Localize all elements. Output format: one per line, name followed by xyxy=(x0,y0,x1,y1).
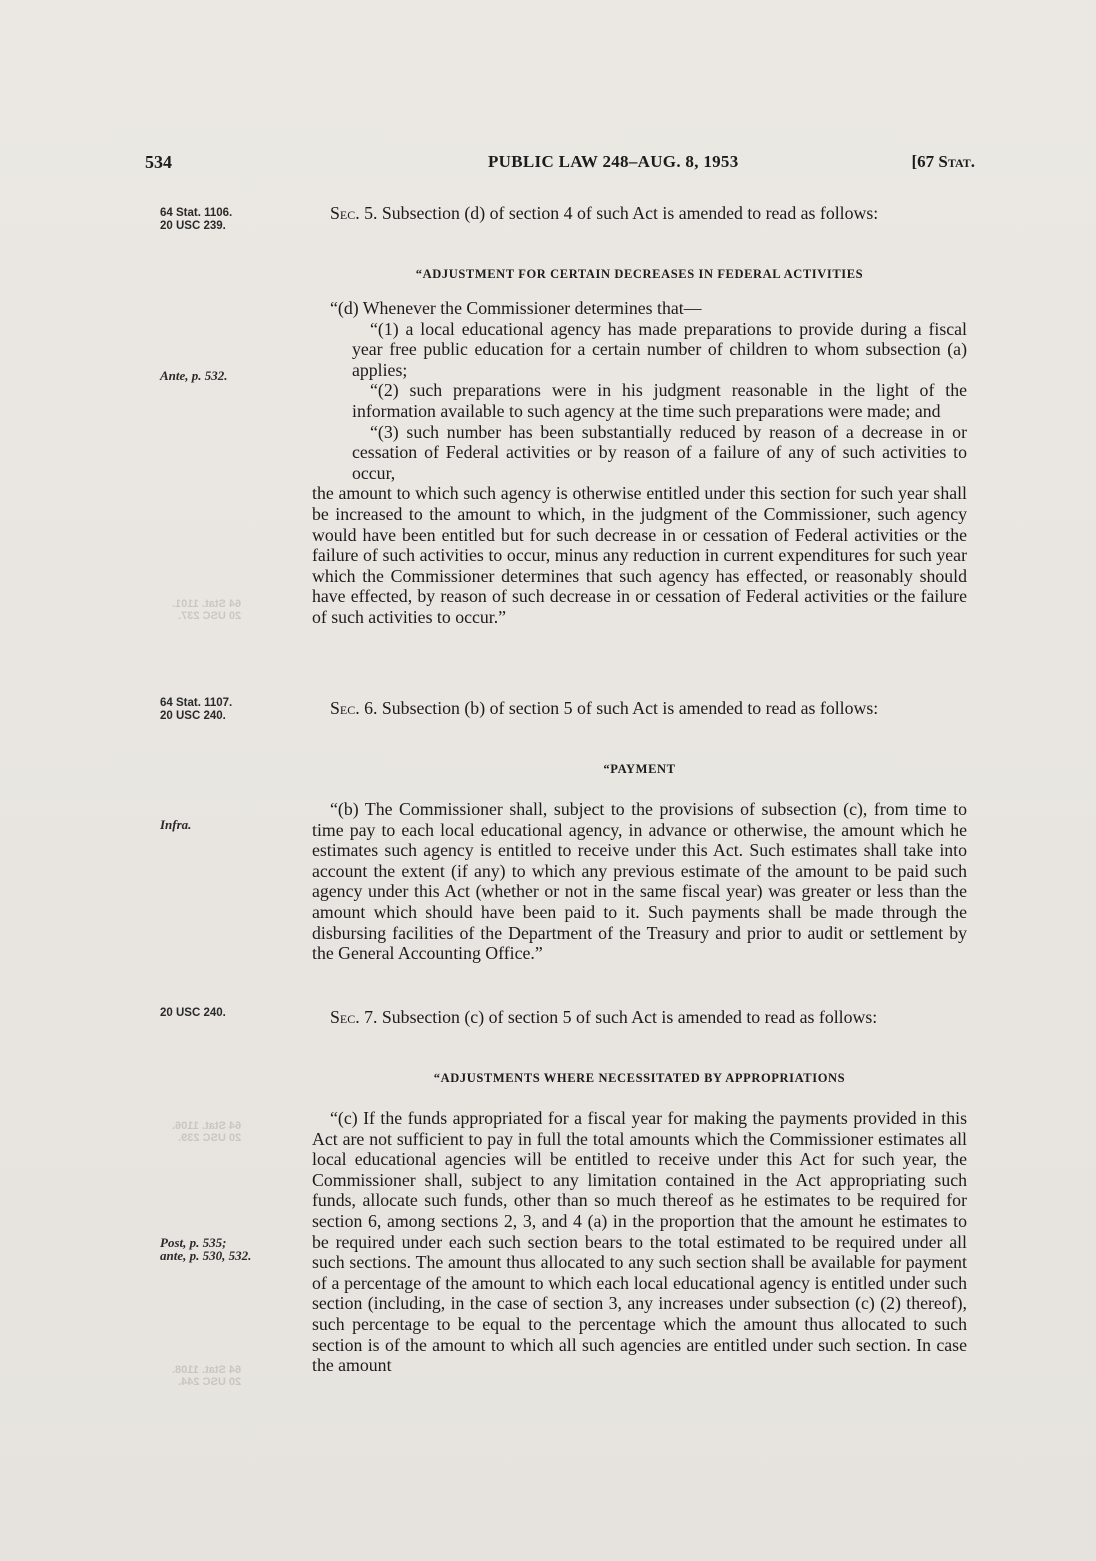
section-5-heading: “ADJUSTMENT FOR CERTAIN DECREASES IN FEDERAL ACTIVITIES xyxy=(415,267,864,281)
section-7-intro xyxy=(312,1007,967,1028)
subsection-d-intro: “(d) Whenever the Commissioner determines that— xyxy=(330,298,702,318)
list-item: “(1) a local educational agency has made preparations to provide during a fiscal year free public education for a certain number of children to whom subsection (a) applies; xyxy=(352,318,967,380)
section-6-body xyxy=(312,799,967,964)
margin-citation-sec6: 64 Stat. 1107. 20 USC 240. xyxy=(160,697,233,722)
subsection-c-text: “(c) If the funds appropriated for a fiscal year for making the payments provided in this Act are not sufficient to pay in full the total amounts which the Commissioner estimates all local educational agencies will be entitled to receive under this Act for such year, the Commissioner shall, subject to any limitation contained in the Act appropriating such funds, allocate such funds, other than so much thereof as he estimates to be required for section 6, among sections 2, 3, and 4 (a) in the proportion that the amount he estimates to be required under each such section bears to the total estimated to be required under all such sections. The amount thus allocated to any such section shall be available for payment of a percentage of the amount to which each local educational agency is entitled under such section (including, in the case of section 3, any increases under subsection (c) (2) thereof), such percentage to be equal to the percentage which the amount thus allocated to such section is of the amount to which all such agencies are entitled under such section. In case the amount xyxy=(312,1108,967,1376)
page-number: 534 xyxy=(145,152,172,172)
section-6-intro xyxy=(312,698,967,719)
section-intro-text: Subsection (d) of section 4 of such Act is amended to read as follows: xyxy=(381,203,879,223)
section-label: Sec. 6. xyxy=(330,698,378,718)
margin-reference-post-ante: Post, p. 535; ante, p. 530, 532. xyxy=(160,1235,252,1263)
margin-reference-ante: Ante, p. 532. xyxy=(160,368,228,383)
section-5-intro xyxy=(312,203,967,224)
margin-reference-infra: Infra. xyxy=(160,817,192,832)
volume-label: [67 Stat. xyxy=(911,152,975,171)
section-7-body xyxy=(312,1108,967,1376)
section-7-heading: “ADJUSTMENTS WHERE NECESSITATED BY APPROPRIATIONS xyxy=(433,1071,846,1085)
list-item: “(3) such number has been substantially reduced by reason of a decrease in or cessation of Federal activities or by reason of a failure of any of such activities to occur, xyxy=(352,421,967,483)
margin-citation-sec7: 20 USC 240. xyxy=(160,1007,226,1019)
subsection-b-text: “(b) The Commissioner shall, subject to the provisions of subsection (c), from time to time pay to each local educational agency, in advance or otherwise, the amount which he estimates such agency is entitled to receive under this Act. Such estimates shall take into account the extent (if any) to which any previous estimate of the amount to be paid such agency under this Act (whether or not in the same fiscal year) was greater or less than the amount which should have been paid to it. Such payments shall be made through the disbursing facilities of the Department of the Treasury and prior to audit or settlement by the General Accounting Office.” xyxy=(312,799,967,964)
section-intro-text: Subsection (c) of section 5 of such Act is amended to read as follows: xyxy=(381,1007,878,1027)
section-intro-text: Subsection (b) of section 5 of such Act is amended to read as follows: xyxy=(381,698,879,718)
bleed-through-mark: 64 Stat. 1108. 20 USC 244. xyxy=(172,1364,242,1388)
section-6-heading: “PAYMENT xyxy=(603,762,676,776)
section-label: Sec. 5. xyxy=(330,203,378,223)
bleed-through-mark: 64 Stat. 1101. 20 USC 237. xyxy=(172,598,242,622)
page-header xyxy=(145,152,975,180)
list-item: “(2) such preparations were in his judgment reasonable in the light of the information available to such agency at the time such preparations were made; and xyxy=(352,380,967,421)
section-5-body xyxy=(312,298,967,628)
margin-citation-sec5: 64 Stat. 1106. 20 USC 239. xyxy=(160,207,233,232)
running-title: PUBLIC LAW 248–AUG. 8, 1953 xyxy=(488,152,739,171)
section-label: Sec. 7. xyxy=(330,1007,378,1027)
subsection-d-conclusion: the amount to which such agency is otherwise entitled under this section for such year shall be increased to the amount to which, in the judgment of the Commissioner, such agency would have been entitled but for such decrease in or cessation of Federal activities or the failure of such activities to occur, minus any reduction in current expenditures for such year which the Commissioner determines that such agency has effected, or reasonably should have effected, by reason of such decrease in or cessation of Federal activities or the failure of such activities to occur.” xyxy=(312,483,967,627)
bleed-through-mark: 64 Stat. 1106. 20 USC 239. xyxy=(172,1120,242,1144)
